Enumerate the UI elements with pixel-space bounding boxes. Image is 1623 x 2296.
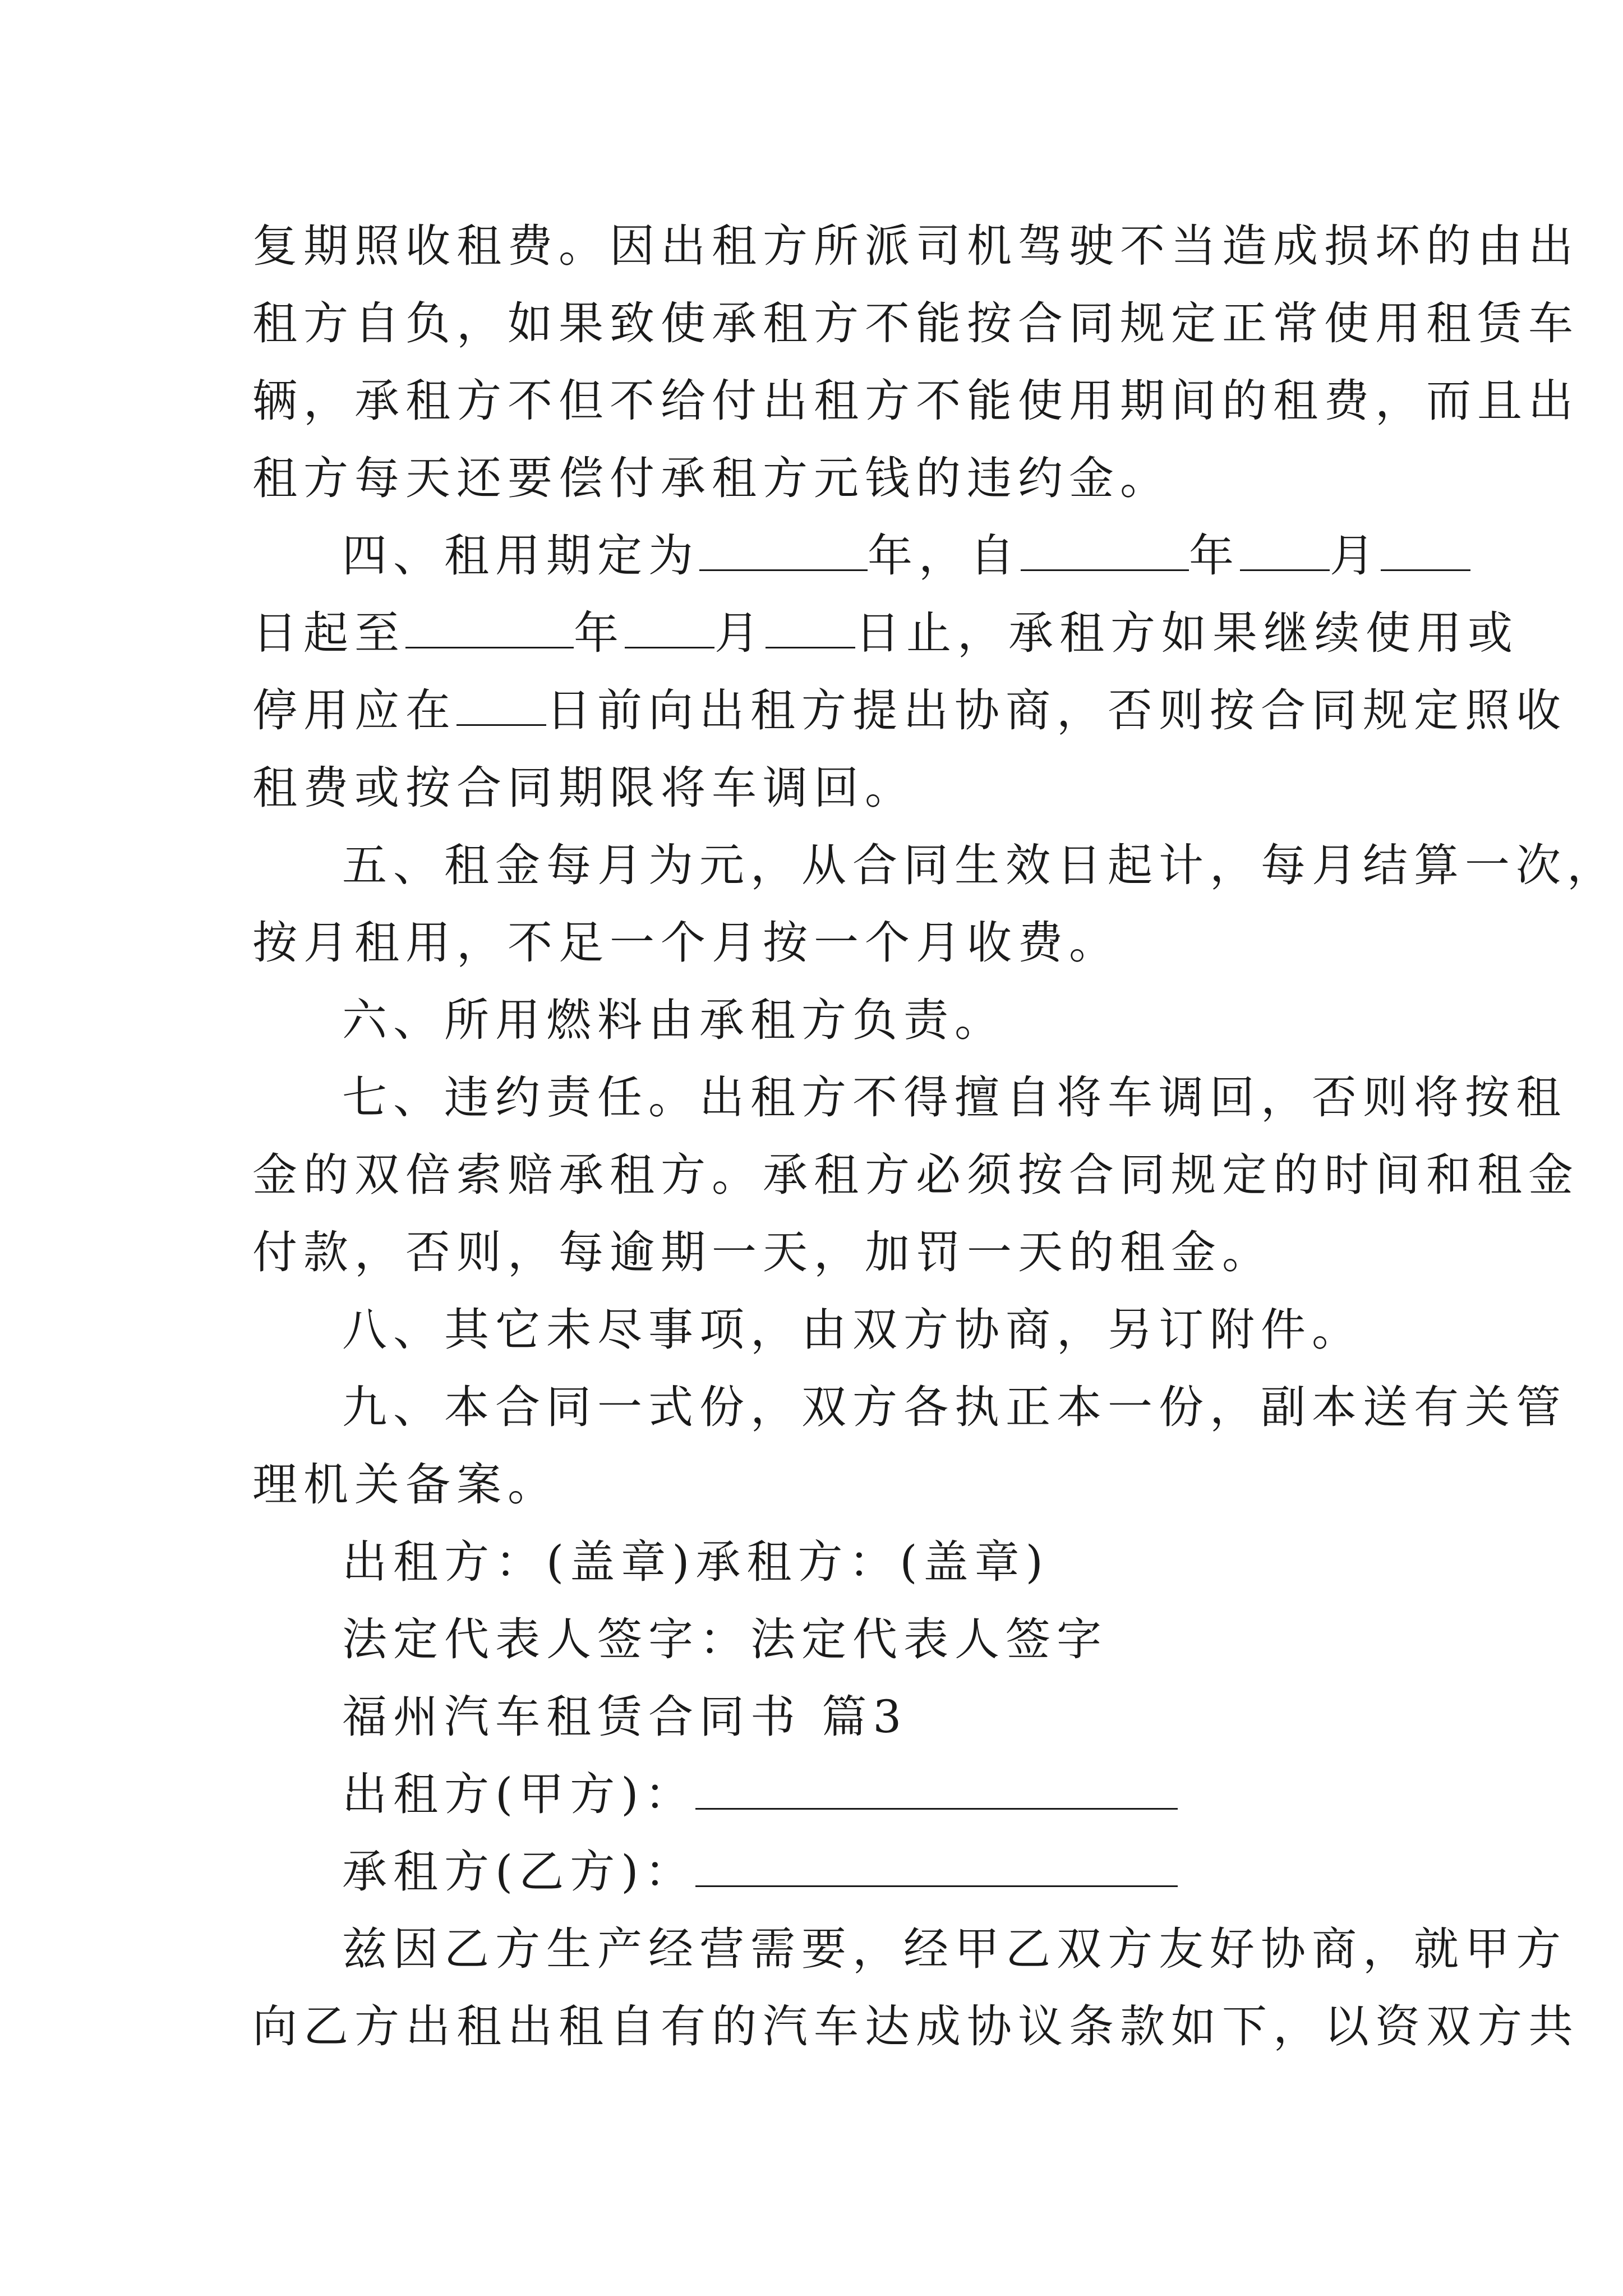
clause-seven-line: 七、违约责任。出租方不得擅自将车调回，否则将按租: [342, 1071, 1567, 1124]
signature-parties-line: 出租方：(盖章)承租方：(盖章): [342, 1536, 1049, 1588]
text-line: 向乙方出租出租自有的汽车达成协议条款如下，以资双方共: [252, 2000, 1579, 2053]
document-body: [252, 208, 1618, 2065]
blank-field: [405, 608, 574, 648]
text-line: 租方每天还要偿付承租方元钱的违约金。: [252, 452, 1171, 504]
blank-field: [457, 685, 546, 726]
lessor-blank-field: [695, 1769, 1178, 1810]
text-run: 日止，承租方如果继续使用或: [855, 607, 1519, 659]
clause-five-line: 五、租金每月为元，从合同生效日起计，每月结算一次，: [342, 839, 1618, 891]
text-line: 租方自负，如果致使承租方不能按合同规定正常使用租赁车: [252, 297, 1579, 349]
blank-field: [1381, 530, 1470, 571]
text-line: 理机关备案。: [252, 1458, 559, 1511]
text-run: 年，自: [868, 530, 1021, 582]
lessor-line: [252, 1756, 1385, 1833]
clause-four-line: [252, 517, 1385, 595]
text-line: 复期照收租费。因出租方所派司机驾驶不当造成损坏的由出: [252, 220, 1579, 272]
lessee-line: [252, 1833, 1385, 1911]
text-run: 月: [714, 607, 766, 659]
blank-field: [1240, 530, 1330, 571]
text-run: 停用应在: [252, 684, 457, 737]
blank-field: [625, 608, 714, 648]
text-line: [252, 672, 1567, 749]
lessee-blank-field: [695, 1846, 1178, 1887]
blank-field: [1021, 530, 1189, 571]
text-line: 金的双倍索赔承租方。承租方必须按合同规定的时间和租金: [252, 1149, 1579, 1201]
blank-field: [699, 530, 868, 571]
text-line: 租费或按合同期限将车调回。: [252, 762, 916, 814]
text-run: 日起至: [252, 607, 405, 659]
text-line: 辆，承租方不但不给付出租方不能使用期间的租费，而且出: [252, 375, 1579, 427]
text-run: 四、租用期定为: [342, 530, 699, 582]
clause-nine-line: 九、本合同一式份，双方各执正本一份，副本送有关管: [342, 1381, 1567, 1433]
text-line: 按月租用，不足一个月按一个月收费。: [252, 917, 1120, 969]
text-run: 承租方(乙方)：: [342, 1846, 696, 1898]
text-run: 年: [1189, 530, 1240, 582]
signature-representatives-line: 法定代表人签字：法定代表人签字: [342, 1613, 1108, 1665]
text-line: 付款，否则，每逾期一天，加罚一天的租金。: [252, 1226, 1273, 1278]
preamble-line: 兹因乙方生产经营需要，经甲乙双方友好协商，就甲方: [342, 1923, 1567, 1975]
text-run: 月: [1330, 530, 1381, 582]
section-heading: 福州汽车租赁合同书 篇3: [342, 1691, 908, 1743]
clause-six-line: 六、所用燃料由承租方负责。: [342, 994, 1006, 1046]
text-run: 年: [574, 607, 625, 659]
clause-eight-line: 八、其它未尽事项，由双方协商，另订附件。: [342, 1304, 1363, 1356]
blank-field: [766, 608, 855, 648]
text-run: 日前向出租方提出协商，否则按合同规定照收: [546, 684, 1567, 737]
text-line: [252, 595, 1519, 672]
text-run: 出租方(甲方)：: [342, 1768, 696, 1820]
